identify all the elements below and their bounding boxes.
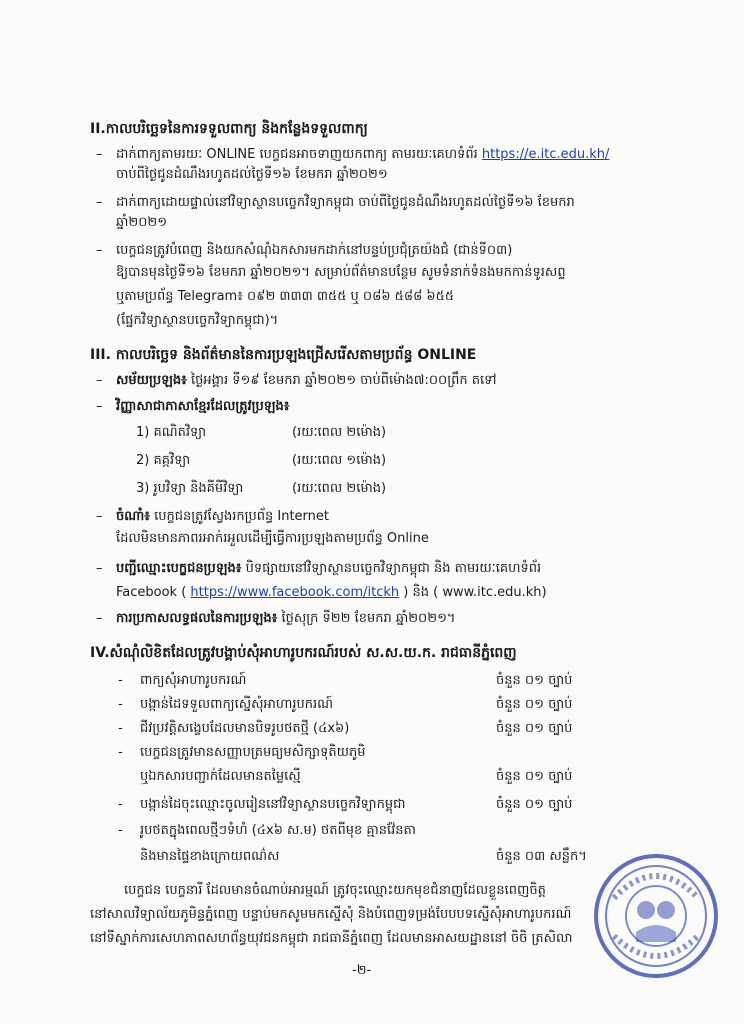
note-label: ចំណាំ៖ [116, 509, 150, 524]
doc-count: ចំនួន ០១ ច្បាប់ [496, 673, 573, 688]
bullet-dash: - [118, 673, 123, 688]
candidate-list-line-1 [116, 560, 541, 578]
bullet-dash: - [118, 745, 123, 760]
doc-item: បង្កាន់ដៃទទួលពាក្យស្នើសុំអាហារូបករណ៍ [140, 697, 334, 712]
bullet-dash: - [118, 797, 123, 812]
doc-item: ពាក្យសុំអាហារូបករណ៍ [140, 673, 247, 688]
official-seal-stamp [592, 852, 720, 980]
bullet-dash: – [96, 611, 103, 626]
subject-name: 3) រូបវិទ្យា និងគីមីវិទ្យា [136, 481, 244, 496]
bullet-dash: - [118, 823, 123, 838]
bullet-dash: – [96, 509, 103, 524]
section-2-item-3-line-1: បេក្ខជនត្រូវបំពេញ និងយកសំណុំឯកសារមកដាក់នៅបន្ទប់ប្រជុំត្រយ៉ងជំ (ជាន់ទី០៣) [116, 243, 513, 258]
exam-date-text: ថ្ងៃអង្គារ ទី១៩ ខែមករា ឆ្នាំ២០២១ ចាប់ពីម៉ោង៧:០០ព្រឹក តទៅ [186, 373, 497, 388]
section-2-item-3-line-4: (ផ្នែកវិទ្យាស្ថានបច្ចេកវិទ្យាកម្ពុជា)។ [116, 313, 279, 328]
paragraph-line-1: បេក្ខជន បេក្ខនារី ដែលមានចំណាប់អារម្មណ៍ ត្រូវចុះឈ្មោះយកមុខជំនាញដែលខ្លួនពេញចិត្ត [124, 883, 546, 898]
doc-item-line-2: និងមានផ្ទៃខាងក្រោយពណ៌ស [140, 849, 280, 864]
bullet-dash: - [118, 721, 123, 736]
section-2-item-3-line-3: ឬតាមប្រព័ន្ធ Telegram៖ ០៩២ ៣៣៣ ៣៥៥ ឬ ០៨៦ ៥៨៨ ៦៥៥ [116, 289, 455, 304]
bullet-dash: – [96, 373, 103, 388]
candidate-list-line-2 [116, 584, 547, 602]
section-3-heading: III. កាលបរិច្ឆេទ និងព័ត៌មាននៃការប្រឡងជ្រើសរើសតាមប្រព័ន្ធ ONLINE [90, 347, 477, 363]
subject-time: (រយៈពេល ១ម៉ោង) [292, 453, 387, 468]
bullet-dash: – [96, 147, 103, 162]
subject-name: 1) គណិតវិទ្យា [136, 425, 207, 440]
subjects-label: វិញ្ញាសាជាភាសាខ្មែរដែលត្រូវប្រឡង៖ [116, 399, 290, 414]
bullet-dash: – [96, 243, 103, 258]
note-line-1 [116, 508, 329, 526]
page-number: -២- [352, 963, 372, 978]
eitc-link[interactable]: https://e.itc.edu.kh/ [481, 147, 610, 162]
doc-item: រូបថតក្នុងពេលថ្មីៗទំហំ (៤x៦ ស.ម) ថតពីមុខ គ្មានវ៉ែនតា [140, 823, 416, 838]
note-text: បេក្ខជនត្រូវស្វែងរកប្រព័ន្ធ Internet [149, 509, 329, 524]
paragraph-line-3: នៅទីស្នាក់ការសេហភាពសហព័ន្ធយុវជនកម្ពុជា រាជធានីភ្នំពេញ ដែលមានអាសយដ្ឋាននៅ ចិចិ ត្រសិលា [90, 931, 573, 946]
section-2-item-2-line-2: ឆ្នាំ២០២១ [116, 215, 168, 230]
doc-item: បេក្ខជនត្រូវមានសញ្ញាបត្រមធ្យមសិក្សាទុតិយភូមិ [140, 745, 366, 760]
doc-count: ចំនួន ០១ ច្បាប់ [496, 769, 573, 784]
result-line [116, 610, 456, 628]
bullet-dash: - [118, 697, 123, 712]
section-2-heading: II.កាលបរិច្ឆេទនៃការទទួលពាក្យ និងកន្លែងទទួលពាក្យ [90, 121, 368, 137]
doc-count: ចំនួន ០៣ សន្លឹក។ [496, 849, 587, 864]
subject-name: 2) គគ្កវិទ្យា [136, 453, 191, 468]
result-text: ថ្ងៃសុក្រ ទី២២ ខែមករា ឆ្នាំ២០២១។ [277, 611, 456, 626]
note-line-2: ដែលមិនមានភាពរអាក់រអួលដើម្បីធ្វើការប្រឡងតាមប្រព័ន្ធ Online [116, 531, 429, 546]
exam-date-label: សម័យប្រឡង៖ [116, 373, 187, 388]
doc-count: ចំនួន ០១ ច្បាប់ [496, 697, 573, 712]
bullet-dash: – [96, 399, 103, 414]
section-2-item-1-line-2: ចាប់ពីថ្ងៃជូនដំណឹងរហូតដល់ថ្ងៃទី១៦ ខែមករា ឆ្នាំ២០២១ [116, 167, 388, 182]
section-2-item-1-line-1 [116, 146, 609, 164]
candidate-list-label: បញ្ជីឈ្មោះបេក្ខជនប្រឡង៖ [116, 561, 242, 576]
text: Facebook ( [116, 585, 191, 600]
exam-date-line [116, 372, 497, 390]
doc-item: បង្កាន់ដៃចុះឈ្មោះចូលរៀននៅវិទ្យាស្ថានបច្ចេកវិទ្យាកម្ពុជា [140, 797, 406, 812]
doc-item: ជីវប្រវត្តិសង្ខេបដែលមានបិទរូបថតថ្មី (៤x៦) [140, 721, 350, 736]
facebook-link[interactable]: https://www.facebook.com/itckh [190, 585, 400, 600]
text: ) និង ( www.itc.edu.kh) [399, 585, 547, 600]
section-2-item-3-line-2: ឱ្យបានមុនថ្ងៃទី១៦ ខែមករា ឆ្នាំ២០២១។ សម្រាប់ព័ត៌មានបន្ថែម សូមទំនាក់ទំនងមកកាន់ទូរសព្ទ [116, 265, 566, 280]
subject-time: (រយៈពេល ២ម៉ោង) [292, 425, 387, 440]
bullet-dash: – [96, 195, 103, 210]
section-2-item-2-line-1: ដាក់ពាក្យដោយផ្ទាល់នៅវិទ្យាស្ថានបច្ចេកវិទ្យាកម្ពុជា ចាប់ពីថ្ងៃជូនដំណឹងរហូតដល់ថ្ងៃទី១៦ ខែមករា [116, 195, 575, 210]
result-label: ការប្រកាសលទ្ធផលនៃការប្រឡង៖ [116, 611, 278, 626]
bullet-dash: – [96, 561, 103, 576]
candidate-list-text: បិទផ្សាយនៅវិទ្យាស្ថានបច្ចេកវិទ្យាកម្ពុជា និង តាមរយៈគេហទំព័រ [241, 561, 542, 576]
paragraph-line-2: នៅសាលវិទ្យាល័យភូមិន្ទភ្នំពេញ បន្ទាប់មកសូមមកស្នើសុំ និងបំពេញទម្រង់បែបបទស្នើសុំអាហារូបករណ៍ [90, 907, 572, 922]
section-4-heading: IV.សំណុំលិខិតដែលត្រូវបង្គាប់សុំអាហារូបករណ៍របស់ ស.ស.យ.ក. រាជធានីភ្នំពេញ [90, 645, 517, 661]
text: ដាក់ពាក្យតាមរយៈ ONLINE បេក្ខជនអាចទាញយកពាក្យ តាមរយៈគេហទំព័រ [116, 147, 482, 162]
subject-time: (រយៈពេល ២ម៉ោង) [292, 481, 387, 496]
doc-count: ចំនួន ០១ ច្បាប់ [496, 797, 573, 812]
doc-item-line-2: ឬឯកសារបញ្ជាក់ដែលមានតម្លៃស្មើ [140, 769, 301, 784]
doc-count: ចំនួន ០១ ច្បាប់ [496, 721, 573, 736]
